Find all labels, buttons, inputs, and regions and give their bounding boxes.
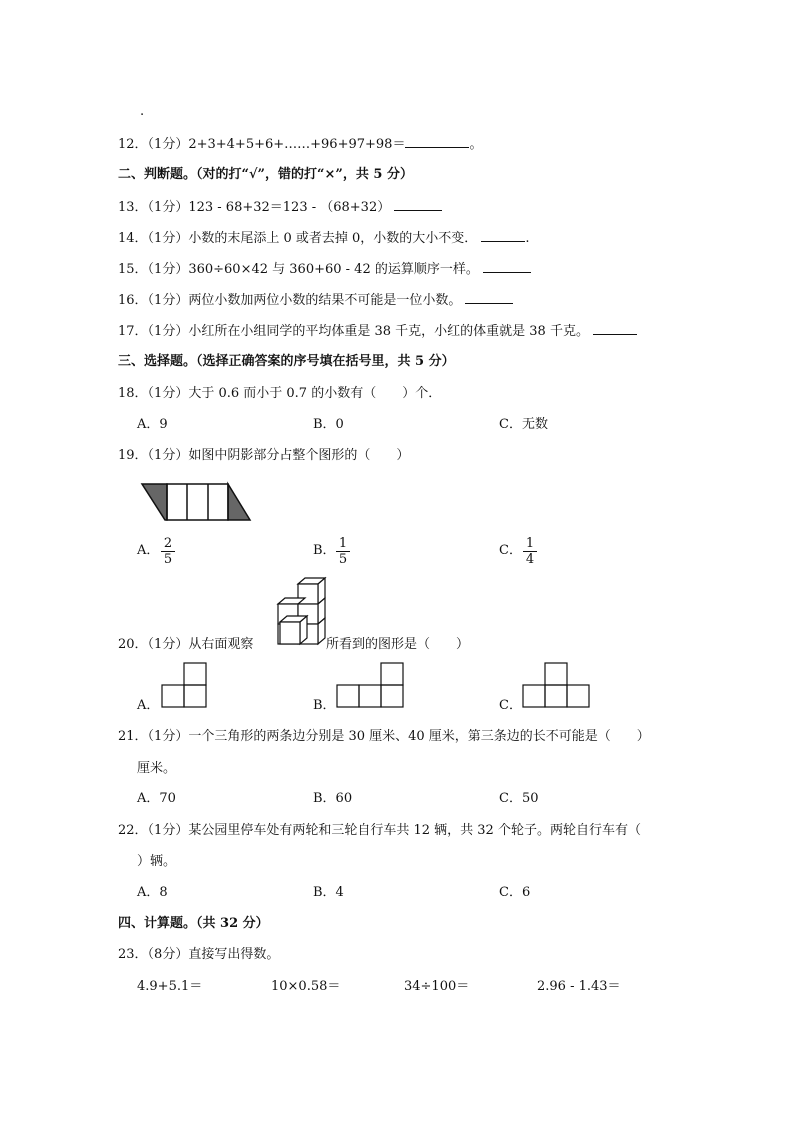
question-text: 某公园里停车处有两轮和三轮自行车共 12 辆，共 32 个轮子。两轮自行车有（	[188, 823, 641, 838]
cube-front-face	[280, 622, 300, 644]
view-figure-a	[162, 662, 210, 710]
question-text: 小红所在小组同学的平均体重是 38 千克，小红的体重就是 38 千克。	[188, 324, 589, 339]
option-b[interactable]	[313, 542, 336, 560]
answer-blank[interactable]	[465, 291, 513, 304]
question-20-rest: 所看到的图形是（ ）	[326, 637, 470, 652]
square	[162, 685, 184, 707]
numerator: 1	[523, 536, 537, 552]
option-b[interactable]: B．4	[313, 885, 344, 900]
question-suffix: 。	[469, 137, 483, 152]
answer-blank[interactable]	[481, 229, 525, 242]
square	[184, 663, 206, 685]
square	[381, 663, 403, 685]
denominator: 5	[338, 552, 348, 567]
view-figure-c	[523, 662, 593, 710]
denominator: 4	[525, 552, 535, 567]
question-suffix: .	[525, 231, 530, 246]
question-21	[118, 728, 650, 746]
question-text: 两位小数加两位小数的结果不可能是一位小数。	[188, 293, 462, 308]
cube-stack-figure	[270, 576, 330, 648]
option-label: C．	[499, 543, 522, 558]
option-c[interactable]: C．50	[499, 791, 539, 806]
question-number: 20．（1分）	[118, 637, 189, 652]
option-c[interactable]	[499, 542, 522, 560]
square	[545, 685, 567, 707]
fraction-two-fifths	[161, 536, 175, 567]
option-a[interactable]: A．	[137, 698, 160, 713]
section-3-heading: 三、选择题。（选择正确答案的序号填在括号里，共 5 分）	[118, 354, 455, 369]
top-dot: .	[140, 104, 145, 119]
question-15	[118, 260, 531, 279]
question-22-continued: ）辆。	[137, 854, 177, 869]
option-a[interactable]: A．9	[137, 417, 168, 432]
question-17	[118, 322, 637, 341]
section-4-heading: 四、计算题。（共 32 分）	[118, 916, 269, 931]
question-text-before: 从右面观察	[188, 637, 254, 652]
answer-blank[interactable]	[593, 322, 637, 335]
question-22	[118, 822, 641, 840]
denominator: 5	[163, 552, 173, 567]
square	[184, 685, 206, 707]
option-label: A．	[137, 543, 160, 558]
numerator: 2	[161, 536, 175, 552]
question-text: 一个三角形的两条边分别是 30 厘米、40 厘米，第三条边的长不可能是（ ）	[188, 729, 650, 744]
question-text: 小数的末尾添上 0 或者去掉 0，小数的大小不变．	[188, 231, 478, 246]
calc-item: 10×0.58＝	[271, 979, 341, 994]
question-23	[118, 946, 279, 964]
question-12	[118, 135, 482, 154]
question-text: 123 - 68+32＝123 - （68+32）	[188, 200, 391, 215]
question-21-continued: 厘米。	[137, 761, 177, 776]
question-number: 21．（1分）	[118, 729, 189, 744]
question-19	[118, 447, 409, 465]
question-13	[118, 198, 442, 217]
square	[545, 663, 567, 685]
question-18	[118, 385, 441, 403]
question-number: 14．（1分）	[118, 231, 189, 246]
question-number: 18．（1分）	[118, 386, 189, 401]
question-number: 12．（1分）	[118, 137, 189, 152]
shaded-left-triangle	[142, 484, 167, 520]
option-a[interactable]: A．8	[137, 885, 168, 900]
question-number: 16．（1分）	[118, 293, 189, 308]
square	[359, 685, 381, 707]
question-text: 直接写出得数。	[188, 947, 280, 962]
option-c[interactable]: C．6	[499, 885, 531, 900]
calc-item: 4.9+5.1＝	[137, 979, 203, 994]
section-2-heading: 二、判断题。（对的打“√”，错的打“×”，共 5 分）	[118, 167, 413, 182]
option-b[interactable]: B．0	[313, 417, 344, 432]
answer-blank[interactable]	[483, 260, 531, 273]
view-figure-b	[337, 662, 407, 710]
question-20	[118, 636, 253, 654]
square	[337, 685, 359, 707]
option-b[interactable]: B．	[313, 698, 336, 713]
question-text: 360÷60×42 与 360+60 - 42 的运算顺序一样。	[188, 262, 479, 277]
option-a[interactable]	[137, 542, 159, 560]
question-16	[118, 291, 513, 310]
question-number: 22．（1分）	[118, 823, 189, 838]
answer-blank[interactable]	[405, 135, 469, 148]
answer-blank[interactable]	[394, 198, 442, 211]
option-b[interactable]: B．60	[313, 791, 353, 806]
question-number: 19．（1分）	[118, 448, 189, 463]
fraction-one-quarter	[523, 536, 537, 567]
option-a[interactable]: A．70	[137, 791, 176, 806]
square	[381, 685, 403, 707]
square	[567, 685, 589, 707]
middle-rectangle	[167, 484, 228, 520]
parallelogram-figure	[142, 482, 252, 522]
question-text: 2+3+4+5+6+……+96+97+98＝	[188, 137, 406, 152]
square	[523, 685, 545, 707]
option-c[interactable]: C．无数	[499, 417, 548, 432]
question-number: 13．（1分）	[118, 200, 189, 215]
question-number: 23．（8分）	[118, 947, 189, 962]
calc-item: 34÷100＝	[404, 979, 470, 994]
option-c[interactable]: C．	[499, 698, 522, 713]
calc-item: 2.96 - 1.43＝	[537, 979, 621, 994]
fraction-one-fifth	[336, 536, 350, 567]
question-number: 17．（1分）	[118, 324, 189, 339]
option-label: B．	[313, 543, 336, 558]
numerator: 1	[336, 536, 350, 552]
question-text: 大于 0.6 而小于 0.7 的小数有（ ）个．	[188, 386, 442, 401]
question-text: 如图中阴影部分占整个图形的（ ）	[188, 448, 410, 463]
question-number: 15．（1分）	[118, 262, 189, 277]
shaded-right-triangle	[228, 484, 250, 520]
question-14	[118, 229, 530, 248]
